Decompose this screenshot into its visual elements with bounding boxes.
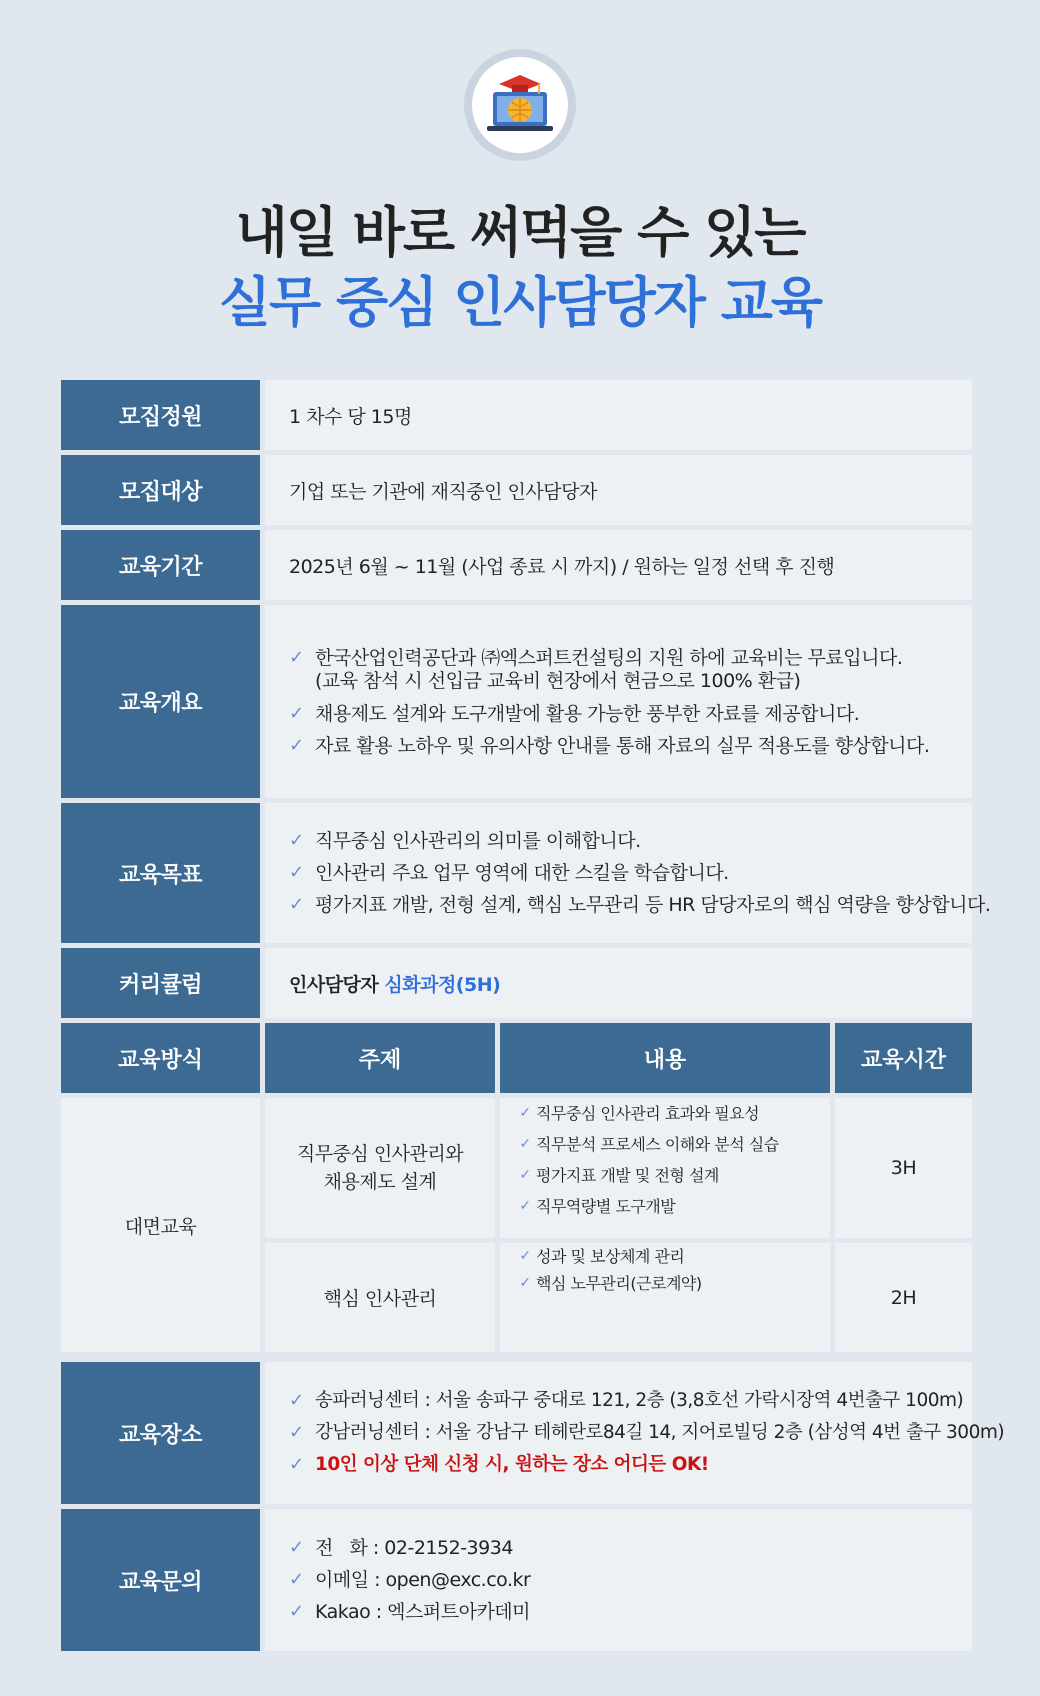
header-topic: 주제 (265, 1023, 495, 1093)
row-value (265, 1362, 1005, 1504)
list-item: ✓ 평가지표 개발 및 전형 설계 (514, 1160, 719, 1191)
logo-circle (464, 49, 576, 161)
check-icon: ✓ (519, 1105, 531, 1121)
list-item: ✓ 한국산업인력공단과 ㈜엑스퍼트컨설팅의 지원 하에 교육비는 무료입니다. (289, 642, 902, 674)
list-item: ✓ 직무분석 프로세스 이해와 분석 실습 (514, 1129, 779, 1160)
topic-cell: 핵심 인사관리 (265, 1243, 495, 1352)
list-item: ✓ 직무중심 인사관리 효과와 필요성 (514, 1098, 759, 1129)
topic-cell: 직무중심 인사관리와 채용제도 설계 (265, 1098, 495, 1238)
row-recruit-target (61, 455, 972, 525)
overview-note: (교육 참석 시 선입금 교육비 현장에서 현금으로 100% 환급) (315, 669, 801, 692)
list-item: ✓ 인사관리 주요 업무 영역에 대한 스킬을 학습합니다. (289, 857, 729, 889)
row-period (61, 530, 972, 600)
list-item: ✓ 직무중심 인사관리의 의미를 이해합니다. (289, 825, 641, 857)
method-table-body (61, 1098, 972, 1352)
list-item: ✓ 송파러닝센터 : 서울 송파구 중대로 121, 2층 (3,8호선 가락시장역 4번출구 100m) (289, 1385, 963, 1417)
row-label: 교육개요 (61, 605, 260, 798)
list-item: ✓ 이메일 : open@exc.co.kr (289, 1564, 530, 1596)
header-hours: 교육시간 (835, 1023, 972, 1093)
method-cell: 대면교육 (61, 1098, 260, 1352)
hours-cell: 3H (835, 1098, 972, 1238)
row-place (61, 1362, 1005, 1504)
title-line-2: 실무 중심 인사담당자 교육 (218, 271, 822, 334)
row-curriculum (61, 948, 972, 1018)
content-cell (500, 1243, 830, 1352)
row-value: 2025년 6월 ~ 11월 (사업 종료 시 까지) / 원하는 일정 선택 후 진행 (265, 530, 972, 600)
header-content: 내용 (500, 1023, 830, 1093)
list-item: ✓ 강남러닝센터 : 서울 강남구 테헤란로84길 14, 지어로빌딩 2층 (삼성역 4번 출구 300m) (289, 1417, 1004, 1449)
row-value (265, 803, 991, 943)
row-label: 커리큘럼 (61, 948, 260, 1018)
graduation-laptop-icon (485, 72, 555, 138)
check-icon: ✓ (289, 862, 304, 883)
list-item: ✓ 핵심 노무관리(근로계약) (514, 1270, 702, 1297)
check-icon: ✓ (519, 1275, 531, 1291)
row-goals (61, 803, 991, 943)
row-value (265, 1509, 972, 1651)
header-method: 교육방식 (61, 1023, 260, 1093)
check-icon: ✓ (289, 1390, 304, 1411)
list-item: ✓ 자료 활용 노하우 및 유의사항 안내를 통해 자료의 실무 적용도를 향상합니다. (289, 730, 929, 762)
check-icon: ✓ (289, 1422, 304, 1443)
row-label: 모집대상 (61, 455, 260, 525)
content-cell (500, 1098, 830, 1238)
check-icon: ✓ (289, 646, 304, 668)
row-overview (61, 605, 972, 798)
list-item: ✓ 성과 및 보상체계 관리 (514, 1243, 684, 1270)
check-icon: ✓ (289, 1537, 304, 1558)
check-icon: ✓ (289, 734, 304, 756)
check-icon: ✓ (289, 894, 304, 915)
check-icon: ✓ (289, 702, 304, 724)
check-icon: ✓ (289, 1454, 304, 1475)
check-icon: ✓ (289, 1601, 304, 1622)
check-icon: ✓ (289, 1569, 304, 1590)
row-label: 교육목표 (61, 803, 260, 943)
row-label: 교육장소 (61, 1362, 260, 1504)
check-icon: ✓ (519, 1136, 531, 1152)
row-value: 1 차수 당 15명 (265, 380, 972, 450)
title-line-1: 내일 바로 써먹을 수 있는 (235, 201, 805, 264)
row-value (265, 605, 972, 798)
row-label: 교육기간 (61, 530, 260, 600)
row-label: 모집정원 (61, 380, 260, 450)
row-contact (61, 1509, 972, 1651)
check-icon: ✓ (519, 1198, 531, 1214)
row-recruit-count (61, 380, 972, 450)
list-item: ✓ 10인 이상 단체 신청 시, 원하는 장소 어디든 OK! (289, 1449, 709, 1481)
check-icon: ✓ (519, 1167, 531, 1183)
hours-cell: 2H (835, 1243, 972, 1352)
list-item: ✓ 평가지표 개발, 전형 설계, 핵심 노무관리 등 HR 담당자로의 핵심 역량을 향상합니다. (289, 889, 990, 921)
method-table-header (61, 1023, 972, 1093)
list-item: ✓ Kakao : 엑스퍼트아카데미 (289, 1596, 530, 1628)
list-item: ✓ 전 화 : 02-2152-3934 (289, 1532, 513, 1564)
row-value: 기업 또는 기관에 재직중인 인사담당자 (265, 455, 972, 525)
check-icon: ✓ (289, 830, 304, 851)
row-value: 인사담당자 심화과정(5H) (265, 948, 972, 1018)
row-label: 교육문의 (61, 1509, 260, 1651)
list-item: ✓ 채용제도 설계와 도구개발에 활용 가능한 풍부한 자료를 제공합니다. (289, 698, 859, 730)
list-item: ✓ 직무역량별 도구개발 (514, 1191, 675, 1222)
check-icon: ✓ (519, 1248, 531, 1264)
